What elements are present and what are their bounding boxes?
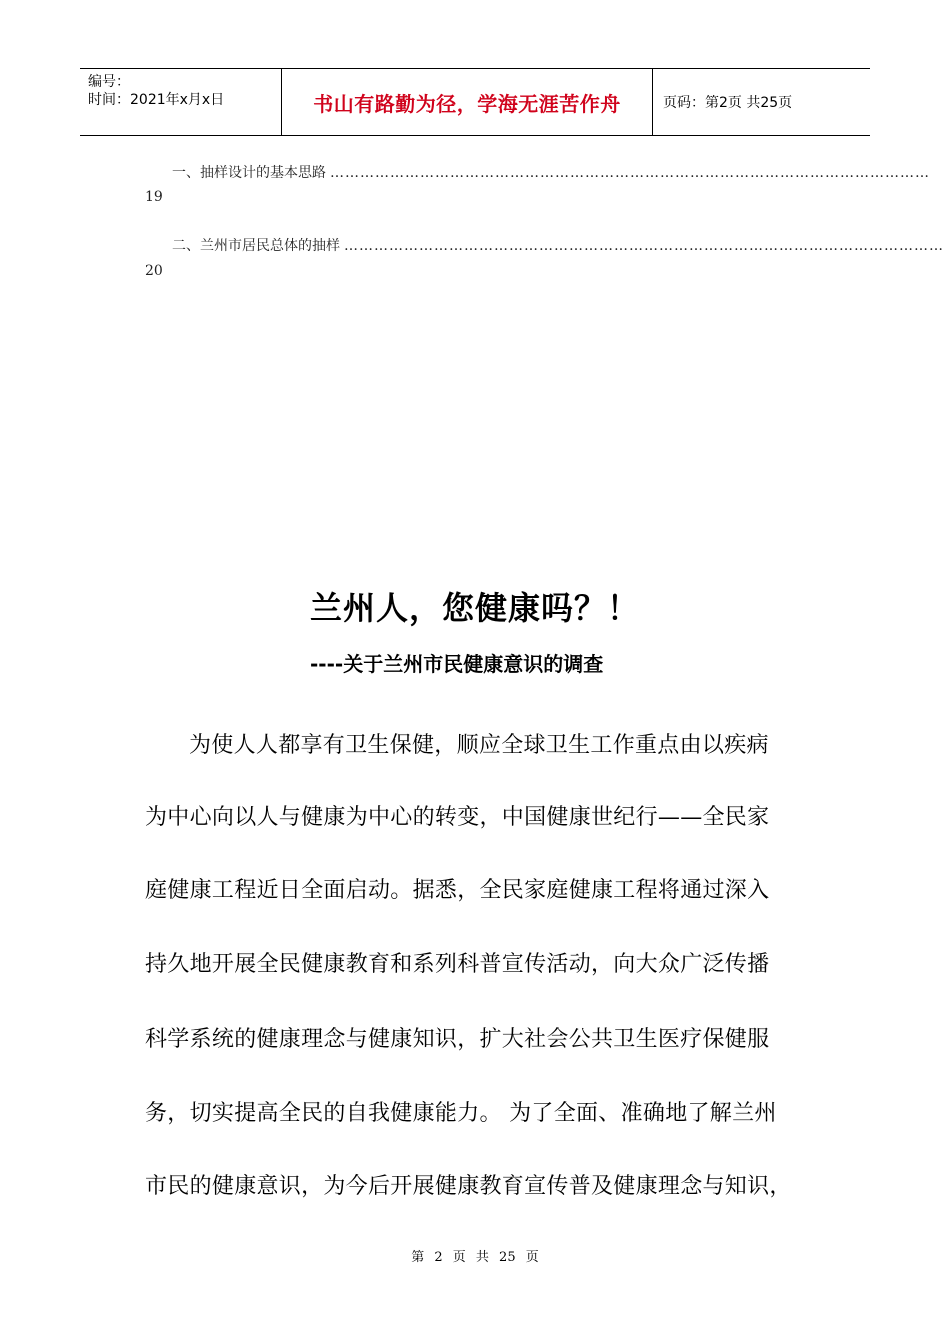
toc-leader-dots: ………………………………………………………………………………………………………… xyxy=(330,165,930,181)
toc-leader-dots: ………………………………………………………………………………………………………… xyxy=(344,238,944,254)
paragraph-line: 市民的健康意识，为今后开展健康教育宣传普及健康理念与知识， xyxy=(145,1174,792,1199)
header-meta xyxy=(80,69,281,135)
article-subtitle: ----关于兰州市民健康意识的调查 xyxy=(310,652,604,676)
page-info: 页码：第2页 共25页 xyxy=(663,95,793,111)
paragraph-line: 庭健康工程近日全面启动。据悉，全民家庭健康工程将通过深入 xyxy=(145,878,770,903)
toc-entry-title: 一、抽样设计的基本思路 xyxy=(172,165,326,181)
time-label: 时间：2021年x月x日 xyxy=(88,92,225,108)
toc-entry-1[interactable] xyxy=(172,164,930,182)
toc-entry-page: 20 xyxy=(145,263,163,279)
header-motto-cell xyxy=(281,69,653,135)
toc-entry-2[interactable] xyxy=(172,237,944,255)
article-title: 兰州人，您健康吗？！ xyxy=(309,589,640,627)
header-page-info-cell xyxy=(653,69,870,135)
toc-entry-title: 二、兰州市居民总体的抽样 xyxy=(172,238,340,254)
paragraph-line: 为中心向以人与健康为中心的转变，中国健康世纪行——全民家 xyxy=(145,805,770,830)
paragraph-line: 持久地开展全民健康教育和系列科普宣传活动，向大众广泛传播 xyxy=(145,952,770,977)
paragraph-line: 务，切实提高全民的自我健康能力。 为了全面、准确地了解兰州 xyxy=(145,1101,777,1126)
document-header xyxy=(80,68,870,136)
toc-entry-page: 19 xyxy=(145,189,163,205)
number-label: 编号： xyxy=(88,74,130,90)
page-footer: 第 2 页 共 25 页 xyxy=(411,1250,539,1265)
paragraph-line: 为使人人都享有卫生保健，顺应全球卫生工作重点由以疾病 xyxy=(189,733,769,758)
motto-text: 书山有路勤为径，学海无涯苦作舟 xyxy=(313,91,621,116)
paragraph-line: 科学系统的健康理念与健康知识，扩大社会公共卫生医疗保健服 xyxy=(145,1027,770,1052)
